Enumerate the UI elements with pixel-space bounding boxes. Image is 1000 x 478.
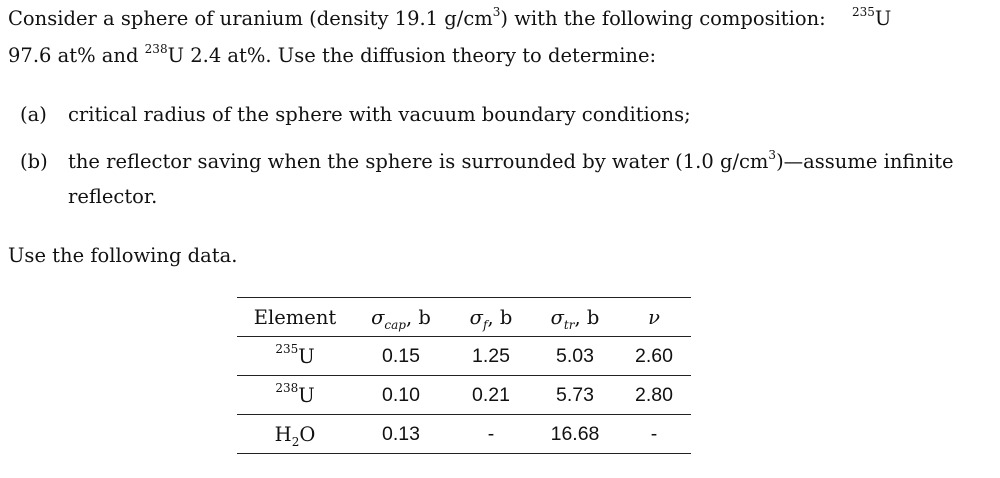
sigma-symbol: σ — [469, 305, 483, 329]
element-symbol: U — [298, 344, 315, 368]
unit: , b — [405, 305, 431, 329]
cell-sigma-f: - — [487, 422, 495, 445]
header-sigma-tr — [533, 298, 617, 337]
item-text: critical radius of the sphere with vacuum boundary conditions; — [68, 103, 691, 126]
cell-nu: 2.80 — [635, 383, 673, 406]
isotope-mass-number: 238 — [275, 381, 299, 395]
isotope-mass-number: 238 — [144, 41, 168, 56]
superscript: 3 — [492, 4, 501, 19]
intro-line-1 — [8, 4, 892, 31]
unit: , b — [574, 305, 600, 329]
table-row — [237, 415, 691, 454]
subscript: cap — [384, 317, 406, 332]
cell-nu: - — [650, 422, 658, 445]
cell-element — [237, 337, 353, 376]
intro-text: 97.6 at% and — [8, 44, 145, 67]
cell-element — [237, 376, 353, 415]
element-symbol: U — [298, 383, 315, 407]
sigma-symbol: σ — [550, 305, 564, 329]
cell-sigma-cap: 0.10 — [382, 383, 420, 406]
cell-sigma-tr: 16.68 — [550, 422, 600, 445]
table-header-row — [237, 298, 691, 337]
isotope-symbol: U — [874, 7, 892, 30]
element-symbol: H — [274, 422, 292, 446]
item-text — [68, 147, 954, 174]
header-sigma-f — [449, 298, 533, 337]
data-intro-text: Use the following data. — [8, 244, 238, 267]
cell-nu: 2.60 — [635, 344, 673, 367]
data-table — [237, 297, 691, 454]
intro-line-2 — [8, 41, 657, 68]
cell-sigma-cap: 0.13 — [382, 422, 420, 445]
item-text-part: the reflector saving when the sphere is surrounded by water (1.0 g/cm — [68, 150, 769, 173]
subscript: tr — [563, 317, 575, 332]
intro-text: Consider a sphere of uranium (density 19.1 g/cm — [8, 7, 493, 30]
subscript: 2 — [291, 434, 300, 449]
header-element: Element — [253, 305, 337, 329]
item-text-part: )—assume infinite — [776, 150, 954, 173]
cell-sigma-f: 1.25 — [472, 344, 510, 367]
table-row — [237, 337, 691, 376]
isotope-mass-number: 235 — [275, 342, 299, 356]
nu-symbol: ν — [648, 305, 660, 329]
cell-sigma-tr: 5.03 — [556, 344, 594, 367]
isotope-mass-number: 235 — [851, 4, 875, 19]
subscript: f — [482, 317, 488, 332]
cell-sigma-f: 0.21 — [472, 383, 510, 406]
cell-sigma-cap: 0.15 — [382, 344, 420, 367]
superscript: 3 — [768, 147, 777, 162]
list-item-a — [8, 103, 998, 127]
item-label: (b) — [20, 150, 48, 173]
header-sigma-cap — [353, 298, 449, 337]
sigma-symbol: σ — [371, 305, 385, 329]
list-item-b — [8, 147, 998, 210]
item-label: (a) — [20, 103, 47, 126]
unit: , b — [487, 305, 513, 329]
table-row — [237, 376, 691, 415]
cell-element — [237, 415, 353, 454]
header-nu — [617, 298, 691, 337]
intro-text: ) with the following composition: — [500, 7, 832, 30]
intro-text: U 2.4 at%. Use the diffusion theory to determine: — [167, 44, 657, 67]
element-symbol: O — [299, 422, 316, 446]
item-text-continuation: reflector. — [68, 185, 158, 208]
cell-sigma-tr: 5.73 — [556, 383, 594, 406]
